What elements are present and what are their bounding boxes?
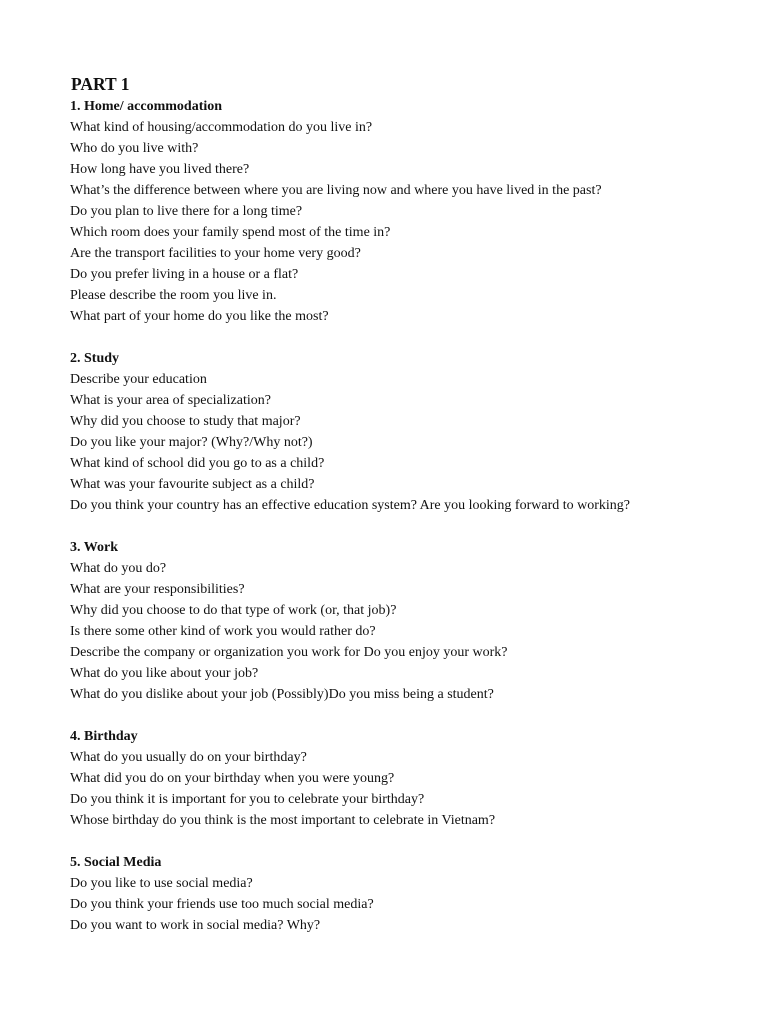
question-list xyxy=(70,117,750,327)
question-item: Who do you live with? xyxy=(70,141,199,156)
section-title: 3. Work xyxy=(70,540,118,555)
question-item: What did you do on your birthday when you were young? xyxy=(70,771,395,786)
question-item: Do you like your major? (Why?/Why not?) xyxy=(70,435,313,450)
question-list xyxy=(70,558,750,705)
question-item: What do you like about your job? xyxy=(70,666,259,681)
question-item: Do you like to use social media? xyxy=(70,876,253,891)
question-item: Please describe the room you live in. xyxy=(70,288,277,303)
question-item: What kind of housing/accommodation do you live in? xyxy=(70,120,373,135)
question-item: What kind of school did you go to as a child? xyxy=(70,456,325,471)
question-item: What do you do? xyxy=(70,561,167,576)
question-item: What do you usually do on your birthday? xyxy=(70,750,307,765)
question-item: Do you prefer living in a house or a flat? xyxy=(70,267,299,282)
question-item: What are your responsibilities? xyxy=(70,582,245,597)
question-item: Is there some other kind of work you would rather do? xyxy=(70,624,376,639)
section-title: 4. Birthday xyxy=(70,729,138,744)
part-title: PART 1 xyxy=(71,74,130,94)
question-item: Are the transport facilities to your home very good? xyxy=(70,246,361,261)
question-item: What was your favourite subject as a child? xyxy=(70,477,315,492)
question-item: Describe the company or organization you work for Do you enjoy your work? xyxy=(70,645,508,660)
question-item: Do you think it is important for you to celebrate your birthday? xyxy=(70,792,425,807)
question-item: Why did you choose to do that type of work (or, that job)? xyxy=(70,603,397,618)
section-title: 2. Study xyxy=(70,351,120,366)
question-item: How long have you lived there? xyxy=(70,162,250,177)
section-work xyxy=(70,537,750,705)
question-item: Do you want to work in social media? Why? xyxy=(70,918,321,933)
question-item: What part of your home do you like the most? xyxy=(70,309,329,324)
question-item: Whose birthday do you think is the most important to celebrate in Vietnam? xyxy=(70,813,496,828)
document-page xyxy=(70,73,750,936)
section-title: 5. Social Media xyxy=(70,855,162,870)
question-list xyxy=(70,747,750,831)
question-list xyxy=(70,369,750,516)
section-study xyxy=(70,348,750,516)
section-social-media xyxy=(70,852,750,936)
question-item: What’s the difference between where you are living now and where you have lived in the past? xyxy=(70,183,602,198)
section-birthday xyxy=(70,726,750,831)
question-item: Do you think your country has an effective education system? Are you looking forward to working? xyxy=(70,498,630,513)
question-item: Which room does your family spend most of the time in? xyxy=(70,225,391,240)
question-item: Why did you choose to study that major? xyxy=(70,414,301,429)
question-item: Describe your education xyxy=(70,372,207,387)
question-item: Do you think your friends use too much social media? xyxy=(70,897,374,912)
section-home-accommodation xyxy=(70,96,750,327)
section-title: 1. Home/ accommodation xyxy=(70,99,223,114)
question-item: What do you dislike about your job (Possibly)Do you miss being a student? xyxy=(70,687,494,702)
question-item: Do you plan to live there for a long time? xyxy=(70,204,303,219)
question-list xyxy=(70,873,750,936)
question-item: What is your area of specialization? xyxy=(70,393,271,408)
